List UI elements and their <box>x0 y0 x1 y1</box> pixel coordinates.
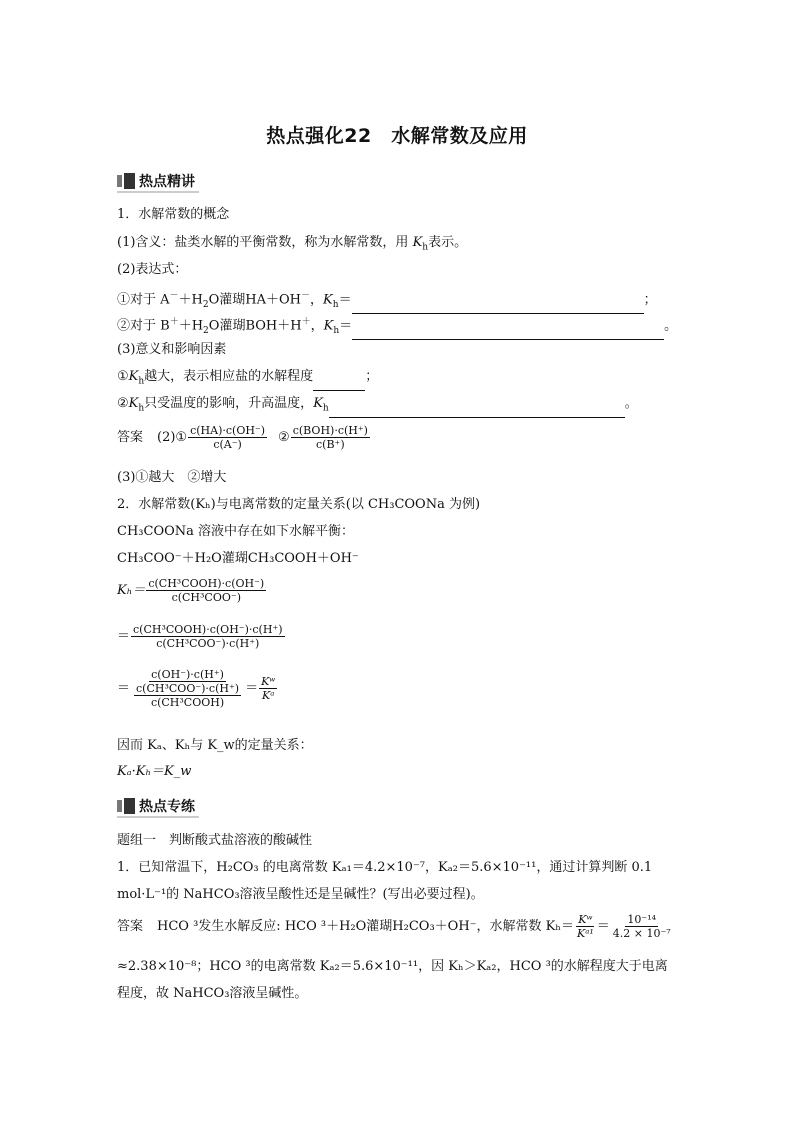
fraction-denominator <box>131 682 244 709</box>
item1-sup-b: － <box>301 291 311 301</box>
answer-blank <box>352 325 664 340</box>
item1-text-b: ＋H <box>178 292 203 308</box>
section-underline <box>117 816 199 818</box>
item2-k: K <box>323 318 334 334</box>
factor2-num: ② <box>117 396 129 411</box>
answer-fraction-2 <box>291 424 370 451</box>
item1-end: ； <box>643 292 657 308</box>
fraction-denominator: 4.2 × 10⁻⁷ <box>612 927 671 940</box>
kh-expression-3 <box>117 668 278 709</box>
factor2-k: K <box>128 396 139 411</box>
kw-ka1-fraction <box>575 913 596 940</box>
factor1-num: ① <box>117 369 129 384</box>
fraction-denominator: c(A⁻) <box>213 438 242 451</box>
answer-blank <box>313 376 365 391</box>
factor2-text: 只受温度的影响，升高温度， <box>144 396 314 411</box>
fraction-numerator: Kʷ <box>578 913 593 926</box>
factors-label: (3)意义和影响因素 <box>117 342 227 357</box>
expression-item-1 <box>117 287 657 314</box>
meaning-line <box>117 234 467 257</box>
section-underline <box>117 191 199 193</box>
page-title: 热点强化22 水解常数及应用 <box>266 125 528 147</box>
item1-sup-a: － <box>169 291 179 301</box>
section-header-practice <box>117 797 195 815</box>
question-1-line-2: mol·L⁻¹的 NaHCO₃溶液呈酸性还是呈碱性？(写出必要过程)。 <box>117 887 484 902</box>
answer-label: 答案 <box>117 429 144 445</box>
nested-fraction <box>134 682 241 709</box>
fraction-denominator: c(CH³COOH) <box>150 696 225 709</box>
kh-fraction-2 <box>131 623 285 650</box>
answer-blank <box>352 299 644 314</box>
item2-text-d: ， <box>310 318 324 334</box>
question-1-answer <box>117 913 674 940</box>
kh-label: Kₕ＝ <box>117 582 146 598</box>
equals-sign: ＝ <box>117 628 131 644</box>
item2-text-b: ＋H <box>178 318 204 334</box>
factor2-k2: K <box>313 396 323 411</box>
item1-text-a: ①对于 A <box>117 292 170 308</box>
question-1-line-1: 1．已知常温下，H₂CO₃ 的电离常数 Kₐ₁＝4.2×10⁻⁷，Kₐ₂＝5.6×10⁻¹¹，通过计算判断 0.1 <box>117 860 653 875</box>
section-marker-icon <box>117 173 135 189</box>
fraction-numerator: c(OH⁻)·c(H⁺) <box>151 668 224 681</box>
factor2-end: 。 <box>624 396 638 411</box>
item1-sub: 2 <box>202 299 209 310</box>
kh-symbol: K <box>412 235 423 250</box>
fraction-denominator: c(CH³COO⁻)·c(H⁺) <box>156 637 260 650</box>
item2-sup-a: ＋ <box>169 317 179 327</box>
answer-label: 答案 <box>117 918 144 934</box>
item2-h: h <box>333 325 340 336</box>
relation-conclusion: 因而 Kₐ、Kₕ与 K_w的定量关系： <box>117 738 313 753</box>
kh-sub: h <box>422 242 429 253</box>
question-1-answer-line-2: ≈2.38×10⁻⁸；HCO ³的电离常数 Kₐ₂＝5.6×10⁻¹¹，因 Kₕ＞Kₐ₂，HCO ³的水解程度大于电离 <box>117 959 668 974</box>
equals-sign: ＝ <box>117 680 131 696</box>
answer-blank <box>329 403 625 418</box>
factor2-h: h <box>138 403 145 414</box>
fraction-numerator: Kʷ <box>261 675 276 688</box>
answer-2-prefix: (2)① <box>157 429 188 445</box>
problem-group-title: 题组一 判断酸式盐溶液的酸碱性 <box>117 833 313 848</box>
equals-sign: ＝ <box>245 680 259 696</box>
fraction-denominator: Kᵃ¹ <box>577 927 594 940</box>
factor2-h2: h <box>322 403 329 414</box>
fraction-numerator: c(HA)·c(OH⁻) <box>190 424 266 437</box>
equals-sign: ＝ <box>596 918 610 934</box>
answer-block-1 <box>117 424 371 451</box>
factor1-text: 越大，表示相应盐的水解程度 <box>144 369 314 384</box>
expression-label: (2)表达式： <box>117 262 188 277</box>
factor1-k: K <box>128 369 139 384</box>
item1-h: h <box>332 299 339 310</box>
item1-k: K <box>323 292 333 308</box>
answer-fraction-1 <box>188 424 267 451</box>
fraction-denominator: c(B⁺) <box>316 438 345 451</box>
numeric-fraction <box>611 913 673 940</box>
factor-2 <box>117 395 638 418</box>
section-marker-icon <box>117 798 135 814</box>
relation-heading: 2．水解常数(Kₕ)与电离常数的定量关系(以 CH₃COONa 为例) <box>117 497 481 512</box>
expression-item-2 <box>117 313 677 340</box>
equilibrium-intro: CH₃COONa 溶液中存在如下水解平衡： <box>117 524 355 539</box>
meaning-end: 表示。 <box>428 235 468 250</box>
factor1-h: h <box>138 376 145 387</box>
relation-formula: Kₐ·Kₕ＝K_w <box>117 764 192 779</box>
item1-text-c: O灌瑚HA＋OH <box>208 292 302 308</box>
kw-ka-fraction <box>259 675 277 702</box>
fraction-numerator: c(CH³COOH)·c(OH⁻) <box>148 577 265 590</box>
answer-3: (3)①越大 ②增大 <box>117 470 227 485</box>
fraction-numerator: c(CH³COOH)·c(OH⁻)·c(H⁺) <box>133 623 283 636</box>
section-title: 热点专练 <box>139 799 195 815</box>
item2-text-c: O灌瑚BOH＋H <box>208 318 302 334</box>
question-1-answer-line-3: 程度，故 NaHCO₃溶液呈碱性。 <box>117 986 308 1001</box>
item2-eq: ＝ <box>339 318 353 334</box>
item2-end: 。 <box>664 318 678 334</box>
fraction-numerator: c(BOH)·c(H⁺) <box>292 424 368 437</box>
concept-heading: 1．水解常数的概念 <box>117 207 230 222</box>
kh-fraction-1 <box>146 577 266 604</box>
item2-sub: 2 <box>203 325 209 336</box>
item1-text-d: ， <box>310 292 324 308</box>
meaning-text: (1)含义：盐类水解的平衡常数，称为水解常数，用 <box>117 235 409 250</box>
answer-text-a: HCO ³发生水解反应: HCO ³＋H₂O灌瑚H₂CO₃＋OH⁻，水解常数 Kₕ＝ <box>157 918 574 934</box>
kh-expression-1 <box>117 577 267 604</box>
kh-fraction-3 <box>131 668 244 709</box>
item1-eq: ＝ <box>338 292 352 308</box>
item2-text-a: ②对于 B <box>117 318 170 334</box>
fraction-numerator: 10⁻¹⁴ <box>627 913 657 926</box>
fraction-denominator: c(CH³COO⁻) <box>171 591 241 604</box>
equilibrium-equation: CH₃COO⁻＋H₂O灌瑚CH₃COOH＋OH⁻ <box>117 551 359 566</box>
factor-1 <box>117 368 378 391</box>
kh-expression-2 <box>117 623 286 650</box>
fraction-numerator: c(CH³COO⁻)·c(H⁺) <box>136 682 240 695</box>
section-title: 热点精讲 <box>139 174 195 190</box>
answer-2-circle: ② <box>278 429 290 445</box>
factor1-end: ； <box>365 369 379 384</box>
section-header-key-points <box>117 172 195 190</box>
item2-sup-b: ＋ <box>301 317 311 327</box>
fraction-denominator: Kᵃ <box>261 689 275 702</box>
